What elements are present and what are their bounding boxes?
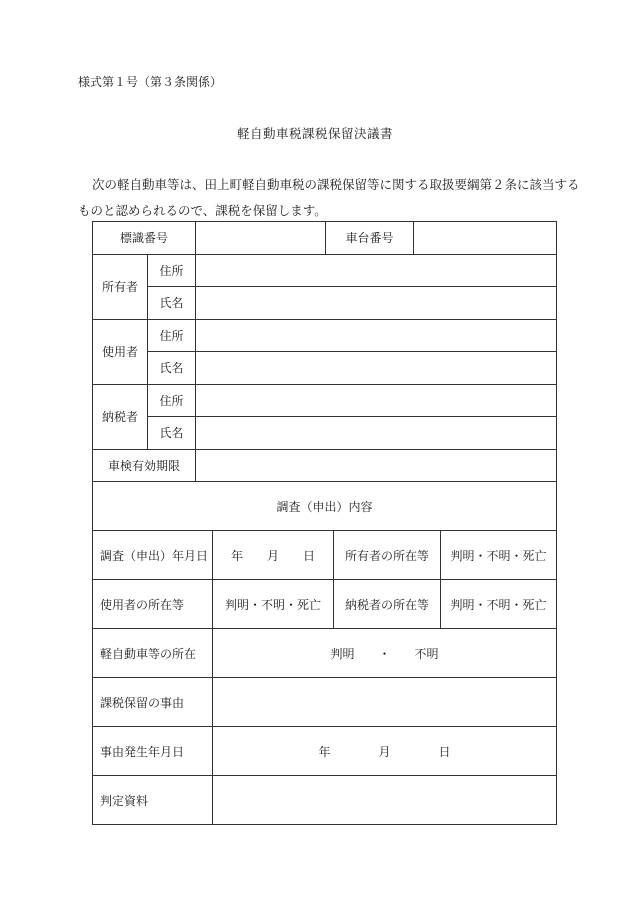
survey-date-field[interactable]: 年 月 日: [213, 531, 334, 580]
plate-row: [93, 222, 557, 255]
survey-heading: 調査（申出）内容: [93, 482, 557, 531]
reason-field[interactable]: [213, 678, 557, 727]
user-location-field[interactable]: 判明・不明・死亡: [213, 580, 334, 629]
survey-date-row: [93, 531, 557, 580]
user-address-row: [93, 319, 557, 352]
intro-line-1: 次の軽自動車等は、田上町軽自動車税の課税保留等に関する取扱要綱第２条に該当する: [92, 177, 580, 192]
material-row: [93, 776, 557, 825]
form-number: 様式第１号（第３条関係）: [78, 75, 223, 89]
user-address-label: 住所: [148, 319, 196, 352]
chassis-label: 車台番号: [326, 222, 414, 255]
owner-address-field[interactable]: [196, 254, 557, 287]
taxpayer-address-label: 住所: [148, 384, 196, 417]
material-field[interactable]: [213, 776, 557, 825]
owner-name-field[interactable]: [196, 287, 557, 320]
intro-line-2: ものと認められるので、課税を保留します。: [78, 203, 327, 218]
taxpayer-name-row: [93, 417, 557, 450]
document-title: 軽自動車税課税保留決議書: [236, 126, 393, 141]
owner-location-label: 所有者の所在等: [334, 531, 441, 580]
chassis-value-field[interactable]: [414, 222, 557, 255]
survey-date-label: 調査（申出）年月日: [93, 531, 213, 580]
user-address-field[interactable]: [196, 319, 557, 352]
taxpayer-location-field[interactable]: 判明・不明・死亡: [441, 580, 557, 629]
occurrence-date-row: [93, 727, 557, 776]
plate-value-field[interactable]: [196, 222, 326, 255]
user-name-label: 氏名: [148, 352, 196, 385]
vehicle-party-table: [92, 221, 557, 482]
user-name-field[interactable]: [196, 352, 557, 385]
taxpayer-location-label: 納税者の所在等: [334, 580, 441, 629]
user-label: 使用者: [93, 319, 148, 384]
plate-label: 標識番号: [93, 222, 196, 255]
inspection-field[interactable]: [196, 449, 557, 482]
occurrence-date-field[interactable]: 年 月 日: [213, 727, 557, 776]
occurrence-date-label: 事由発生年月日: [93, 727, 213, 776]
taxpayer-address-row: [93, 384, 557, 417]
taxpayer-name-field[interactable]: [196, 417, 557, 450]
survey-table: [92, 481, 557, 825]
vehicle-location-label: 軽自動車等の所在: [93, 629, 213, 678]
material-label: 判定資料: [93, 776, 213, 825]
owner-name-label: 氏名: [148, 287, 196, 320]
inspection-label: 車検有効期限: [93, 449, 196, 482]
owner-location-field[interactable]: 判明・不明・死亡: [441, 531, 557, 580]
taxpayer-address-field[interactable]: [196, 384, 557, 417]
owner-label: 所有者: [93, 254, 148, 319]
vehicle-location-row: [93, 629, 557, 678]
reason-label: 課税保留の事由: [93, 678, 213, 727]
reason-row: [93, 678, 557, 727]
owner-address-row: [93, 254, 557, 287]
survey-heading-row: [93, 482, 557, 531]
taxpayer-label: 納税者: [93, 384, 148, 449]
taxpayer-name-label: 氏名: [148, 417, 196, 450]
user-location-label: 使用者の所在等: [93, 580, 213, 629]
location-row: [93, 580, 557, 629]
user-name-row: [93, 352, 557, 385]
inspection-row: [93, 449, 557, 482]
vehicle-location-field[interactable]: 判明 ・ 不明: [213, 629, 557, 678]
owner-name-row: [93, 287, 557, 320]
owner-address-label: 住所: [148, 254, 196, 287]
